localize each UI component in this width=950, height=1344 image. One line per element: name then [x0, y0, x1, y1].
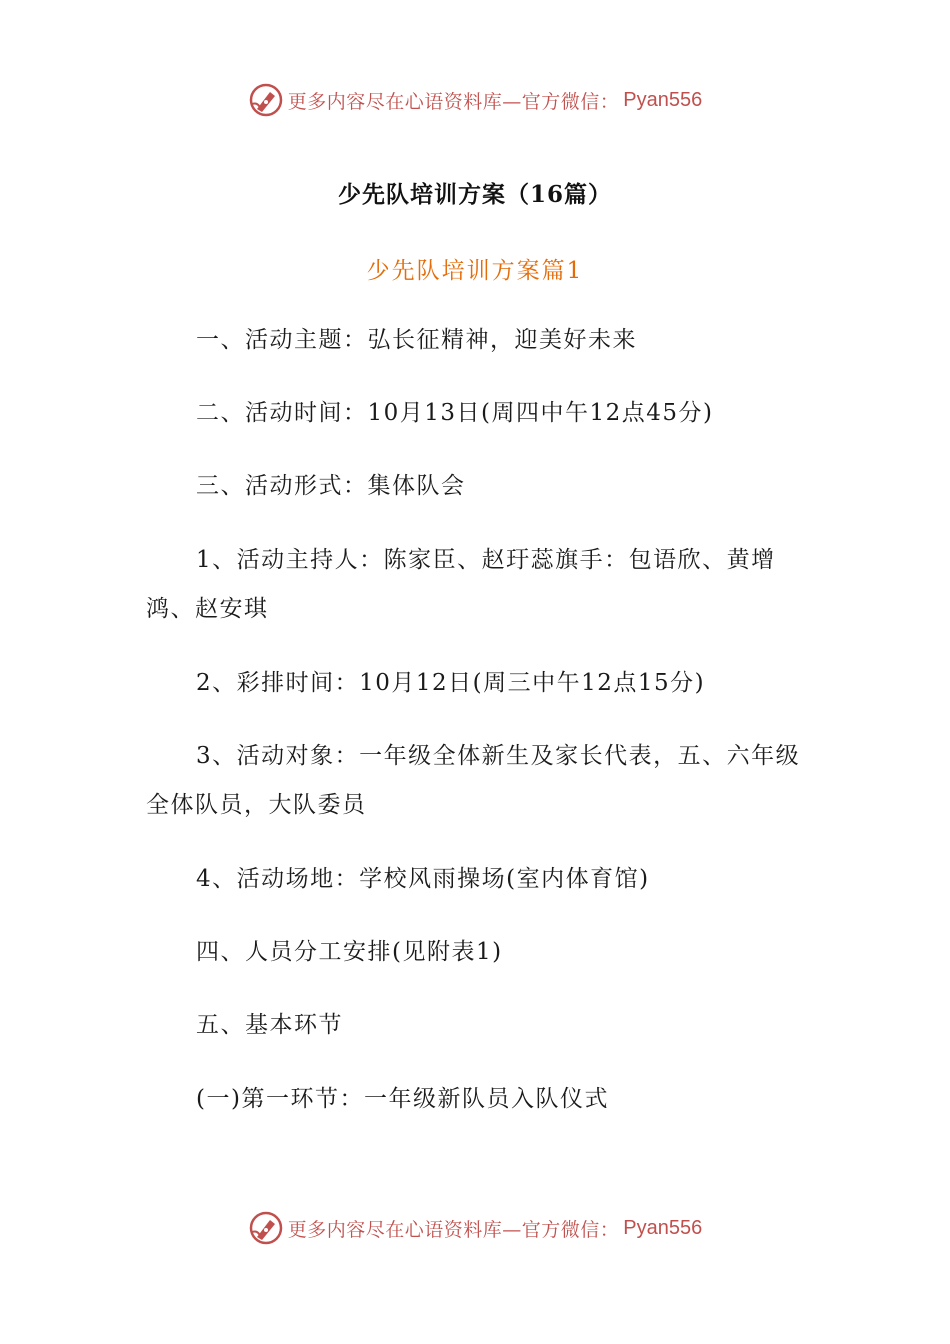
paragraph-venue: 4、活动场地：学校风雨操场(室内体育馆) [196, 866, 650, 892]
paragraph-step-one: (一)第一环节：一年级新队员入队仪式 [196, 1086, 609, 1112]
paragraph-hosts: 1、活动主持人：陈家臣、赵玗蕊旗手：包语欣、黄增鸿、赵安琪 [146, 547, 776, 622]
watermark-text: 更多内容尽在心语资料库—官方微信： [287, 90, 620, 113]
pen-nib-circle-icon [248, 82, 284, 118]
watermark-wechat-id: Pyan556 [623, 1216, 703, 1239]
pen-nib-circle-icon [248, 1210, 284, 1246]
paragraph-time: 二、活动时间：10月13日(周四中午12点45分) [196, 400, 714, 426]
watermark-banner-bottom [0, 1210, 950, 1246]
watermark-banner-top [0, 82, 950, 118]
paragraph-audience: 3、活动对象：一年级全体新生及家长代表，五、六年级全体队员，大队委员 [146, 743, 801, 818]
paragraph-rehearsal: 2、彩排时间：10月12日(周三中午12点15分) [196, 670, 706, 696]
document-title: 少先队培训方案（16篇） [337, 181, 612, 208]
watermark-text: 更多内容尽在心语资料库—官方微信： [287, 1218, 620, 1241]
watermark-wechat-id: Pyan556 [623, 88, 703, 111]
paragraph-theme: 一、活动主题：弘长征精神，迎美好未来 [196, 327, 637, 353]
paragraph-format: 三、活动形式：集体队会 [196, 473, 466, 499]
paragraph-staffing: 四、人员分工安排(见附表1) [196, 939, 503, 965]
section-title: 少先队培训方案篇1 [366, 258, 584, 284]
paragraph-basic-steps: 五、基本环节 [196, 1012, 343, 1038]
